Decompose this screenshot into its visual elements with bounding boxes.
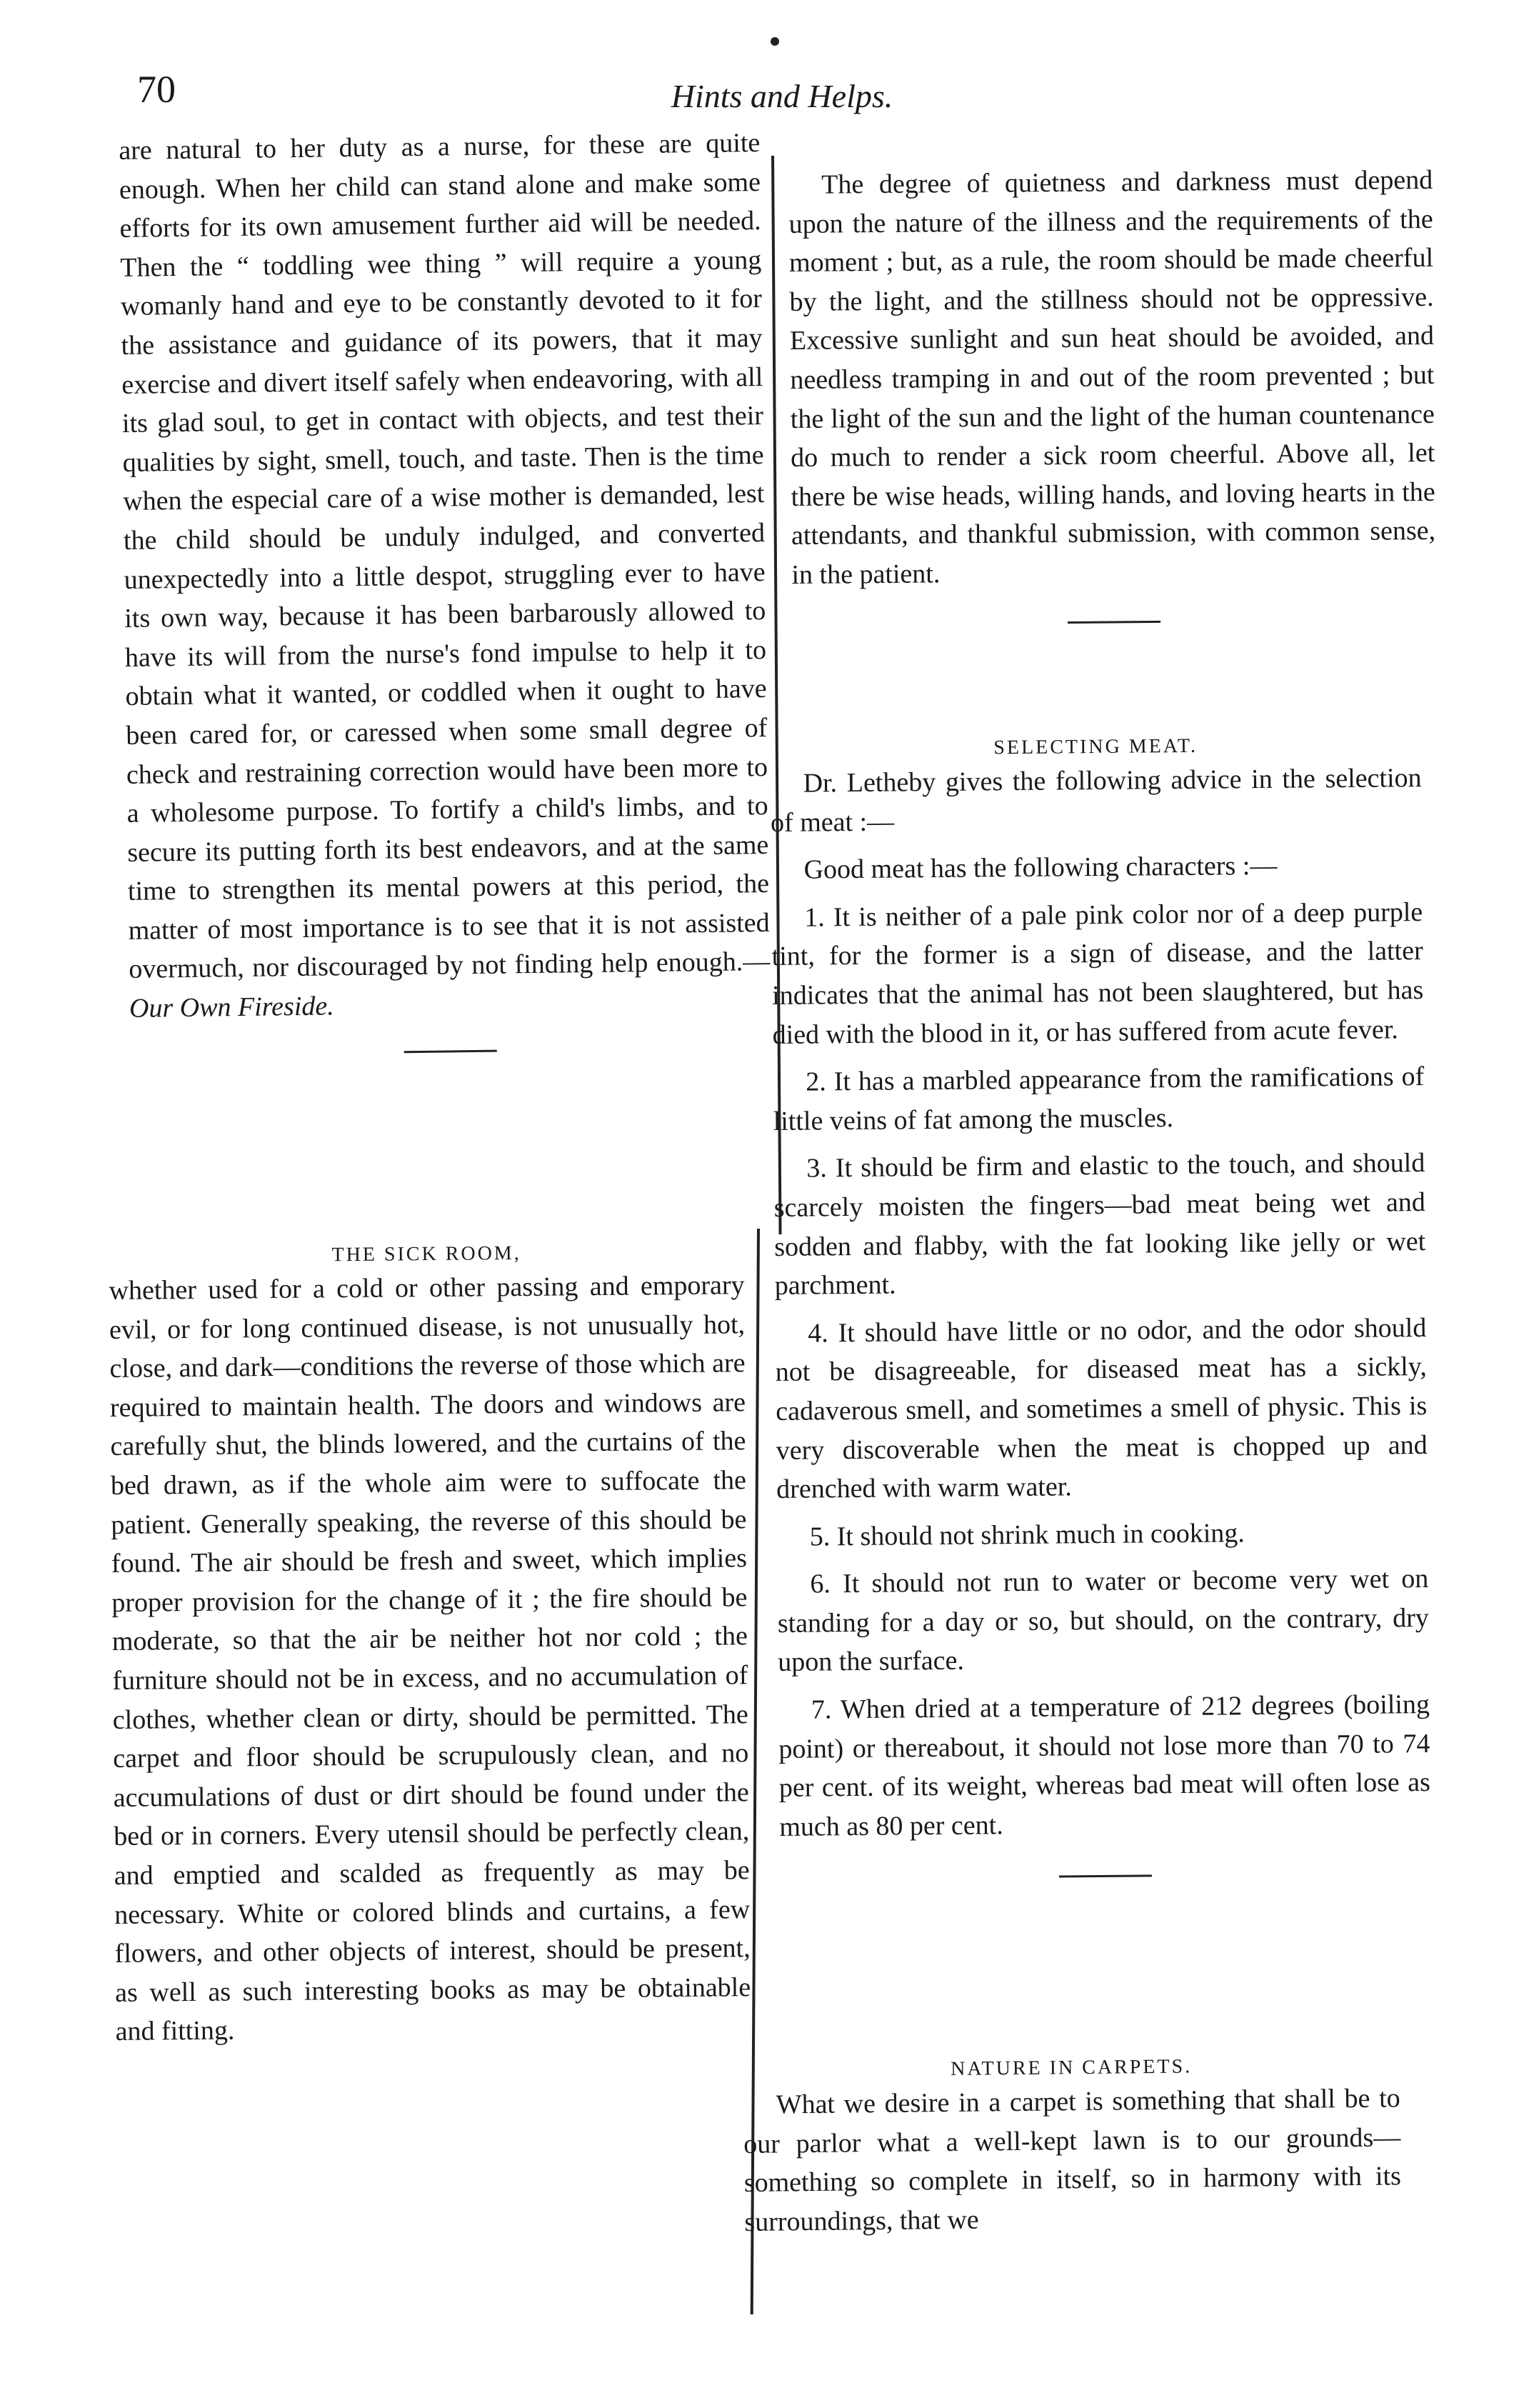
continued-paragraph [119, 124, 771, 1029]
meat-item: 6. It should not run to water or become very wet on standing for a day or so, but should, on the contrary, dry upon the surface. [777, 1564, 1429, 1678]
section-divider [1068, 620, 1160, 623]
section-divider [1059, 1875, 1152, 1878]
running-title: Hints and Helps. [671, 78, 893, 114]
meat-item: 2. It has a marbled appearance from the ramifications of little veins of fat among the muscles. [773, 1061, 1425, 1136]
right-column-upper [788, 161, 1436, 626]
right-column-selecting-meat [770, 730, 1431, 1880]
left-column-lower [109, 1237, 751, 2052]
right-column-nature-in-carpets [743, 2050, 1402, 2242]
meat-item: 4. It should have little or no odor, and the odor should not be disagreeable, for diseased meat has a sickly, cadaverous smell, and sometimes a smell of physic. This is very discoverable when the meat is chopped up and drenched with warm water. [775, 1312, 1428, 1505]
nature-in-carpets-body: What we desire in a carpet is something that shall be to our parlor what a well-kept lawn is to our grounds—something so complete in itself, so in harmony with its surroundings, that we [743, 2083, 1402, 2237]
selecting-meat-intro: Dr. Letheby gives the following advice in the selection of meat :— [770, 763, 1422, 838]
page-number: 70 [137, 68, 176, 111]
section-heading-selecting-meat: SELECTING MEAT. [993, 734, 1198, 759]
printers-dot [771, 37, 779, 46]
sick-room-continued: The degree of quietness and darkness must depend upon the nature of the illness and the requirements of the moment ; but, as a rule, the room should be made cheerful by the light, and the stillness should not be oppressive. Excessive sunlight and sun heat should be avoided, and needless tramping in and out of the room prevented ; but the light of the sun and the light of the human countenance do much to render a sick room cheerful. Above all, let there be wise heads, willing hands, and loving hearts in the attendants, and thankful submission, with common sense, in the patient. [788, 164, 1436, 590]
section-divider [404, 1049, 497, 1053]
section-heading-nature-in-carpets: NATURE IN CARPETS. [951, 2055, 1193, 2080]
meat-item: 5. It should not shrink much in cooking. [809, 1517, 1245, 1552]
meat-item: 1. It is neither of a pale pink color nor of a deep purple tint, for the former is a sign of disease, and the latter indicates that the animal has not been slaughtered, but has died with the blood in it, or has suffered from acute fever. [771, 896, 1424, 1050]
attribution: Our Own Fireside. [129, 991, 334, 1024]
left-column-upper [119, 124, 771, 1056]
continued-paragraph-text: are natural to her duty as a nurse, for these are quite enough. When her child can stand alone and make some efforts for its own amusement further aid will be needed. Then the “ toddling wee thing ” will require a young womanly hand and eye to be constantly devoted to it for the assistance and guidance of its powers, that it may exercise and divert itself safely when endeavoring, with all its glad soul, to get in contact with objects, and test their qualities by sight, smell, touch, and taste. Then is the time when the especial care of a wise mother is demanded, lest the child should be unduly indulged, and converted unexpectedly into a little despot, struggling ever to have its own way, because it has been barbarously allowed to have its will from the nurse's fond impulse to help it to obtain what it wanted, or coddled when it ought to have been cared for, or caressed when some small degree of check and restraining correction would have been more to a wholesome purpose. To fortify a child's limbs, and to secure its putting forth its best endeavors, and at the same time to strengthen its mental powers at this period, the matter of most importance is to see that it is not assisted overmuch, nor discouraged by not finding help enough.— [119, 128, 771, 985]
section-heading-sick-room: THE SICK ROOM, [331, 1242, 521, 1267]
meat-item: 7. When dried at a temperature of 212 degrees (boiling point) or thereabout, it should not lose more than 70 to 74 per cent. of its weight, whereas bad meat will often lose as much as 80 per cent. [778, 1689, 1431, 1842]
selecting-meat-lead: Good meat has the following characters :— [803, 850, 1278, 885]
sick-room-body: whether used for a cold or other passing and emporary evil, or for long continued disease, is not unusually hot, close, and dark—conditions the reverse of those which are required to maintain health. The doors and windows are carefully shut, the blinds lowered, and the curtains of the bed drawn, as if the whole aim were to suffocate the patient. Generally speaking, the reverse of this should be found. The air should be fresh and sweet, which implies proper provision for the change of it ; the fire should be moderate, so that the air be neither hot nor cold ; the furniture should not be in excess, and no accumulation of clothes, whether clean or dirty, should be permitted. The carpet and floor should be scrupulously clean, and no accumulations of dust or dirt should be found under the bed or in corners. Every utensil should be perfectly clean, and emptied and scalded as frequently as may be necessary. White or colored blinds and curtains, a few flowers, and other objects of interest, should be present, as well as such interesting books as may be obtainable and fitting. [109, 1270, 751, 2047]
meat-item: 3. It should be firm and elastic to the touch, and should scarcely moisten the fingers—bad meat being wet and sodden and flabby, with the fat looking like jelly or wet parchment. [773, 1148, 1426, 1302]
